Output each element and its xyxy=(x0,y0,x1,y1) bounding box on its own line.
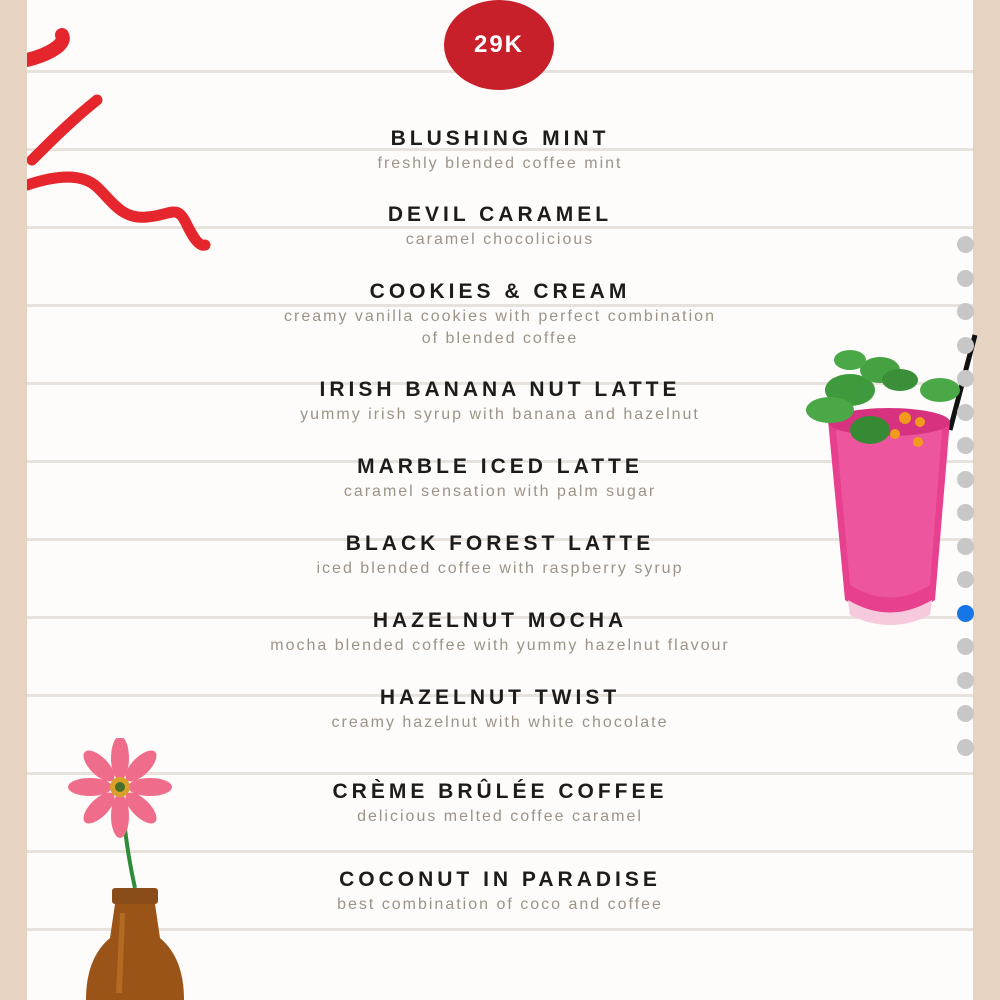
page-dot-3[interactable] xyxy=(957,303,974,320)
page-indicator xyxy=(957,236,975,772)
price-badge xyxy=(444,0,554,90)
page-dot-14[interactable] xyxy=(957,672,974,689)
menu-item-name: HAZELNUT MOCHA xyxy=(372,609,628,632)
menu-item-desc: best combination of coco and coffee xyxy=(337,896,663,913)
page-dot-8[interactable] xyxy=(957,471,974,488)
menu-item xyxy=(0,203,1000,251)
menu-item-desc: creamy vanilla cookies with perfect combination xyxy=(284,308,716,325)
menu-item-name: MARBLE ICED LATTE xyxy=(357,455,643,478)
pink-smoothie-glass-icon xyxy=(800,330,980,630)
menu-item-name: BLACK FOREST LATTE xyxy=(345,532,655,555)
menu-item-desc-line2: of blended coffee xyxy=(421,330,579,347)
page-dot-7[interactable] xyxy=(957,437,974,454)
menu-item-desc: caramel sensation with palm sugar xyxy=(343,483,657,500)
page-dot-16[interactable] xyxy=(957,739,974,756)
pink-flower-bottle-icon xyxy=(60,738,200,1000)
menu-item-desc: iced blended coffee with raspberry syrup xyxy=(316,560,684,577)
page-dot-12-active[interactable] xyxy=(957,605,974,622)
menu-item xyxy=(0,127,1000,175)
page-dot-2[interactable] xyxy=(957,270,974,287)
menu-item-desc: creamy hazelnut with white chocolate xyxy=(331,714,669,731)
menu-item-name: BLUSHING MINT xyxy=(390,127,610,150)
menu-item-name: CRÈME BRÛLÉE COFFEE xyxy=(332,780,668,803)
page-dot-10[interactable] xyxy=(957,538,974,555)
price-label: 29K xyxy=(473,31,525,58)
page-dot-11[interactable] xyxy=(957,571,974,588)
menu-item-name: HAZELNUT TWIST xyxy=(379,686,621,709)
menu-item-desc: yummy irish syrup with banana and hazelnut xyxy=(300,406,700,423)
menu-item-name: IRISH BANANA NUT LATTE xyxy=(319,378,681,401)
page-dot-6[interactable] xyxy=(957,404,974,421)
menu-item-name: COOKIES & CREAM xyxy=(369,280,631,303)
menu-item xyxy=(0,686,1000,734)
page-dot-4[interactable] xyxy=(957,337,974,354)
menu-item-desc: mocha blended coffee with yummy hazelnut flavour xyxy=(270,637,730,654)
page-dot-1[interactable] xyxy=(957,236,974,253)
page-dot-15[interactable] xyxy=(957,705,974,722)
menu-item-name: COCONUT IN PARADISE xyxy=(339,868,661,891)
page-dot-5[interactable] xyxy=(957,370,974,387)
page-dot-9[interactable] xyxy=(957,504,974,521)
menu-item-desc: freshly blended coffee mint xyxy=(377,155,623,172)
menu-item-desc: caramel chocolicious xyxy=(405,231,595,248)
menu-item-name: DEVIL CARAMEL xyxy=(387,203,613,226)
page-dot-13[interactable] xyxy=(957,638,974,655)
menu-item-desc: delicious melted coffee caramel xyxy=(357,808,643,825)
